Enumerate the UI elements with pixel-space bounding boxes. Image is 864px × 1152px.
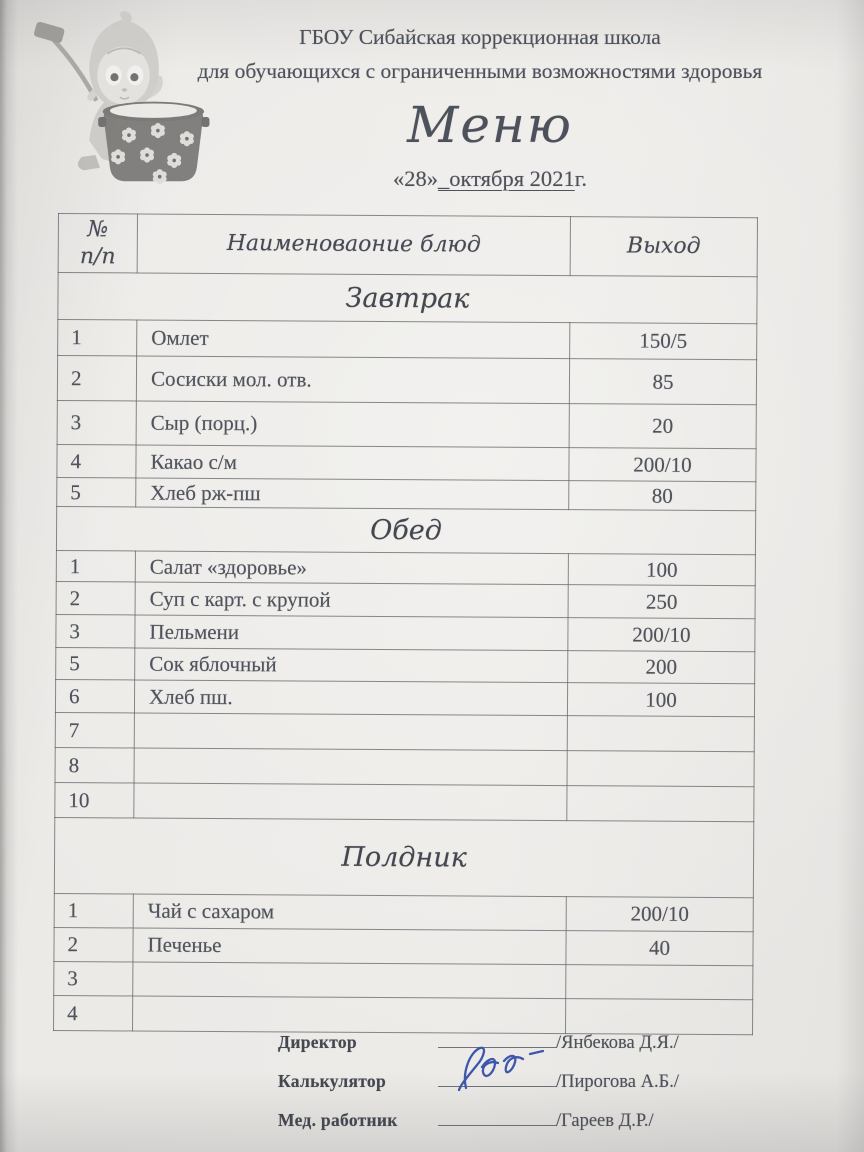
signature-name: /Гареев Д.Р./ <box>556 1111 654 1131</box>
cell-number: 3 <box>57 400 136 444</box>
cell-number: 4 <box>54 995 133 1030</box>
cell-output: 200/10 <box>568 618 755 652</box>
signatures-block <box>0 1032 864 1149</box>
cell-dish-name <box>134 713 567 751</box>
section-header-breakfast <box>58 273 757 324</box>
table-row <box>55 679 754 716</box>
cell-output: 40 <box>566 931 753 966</box>
signature-line <box>438 1072 556 1087</box>
cell-number: 2 <box>54 927 133 961</box>
table-row <box>56 581 755 618</box>
cell-output <box>566 965 753 1000</box>
cell-number: 5 <box>56 647 135 679</box>
cell-number: 2 <box>57 356 136 401</box>
handwritten-signature-icon <box>446 1042 550 1094</box>
cell-number: 3 <box>54 961 133 995</box>
signature-name: /Янбекова Д.Я./ <box>556 1033 679 1053</box>
date-month: _октября 20 <box>437 166 553 191</box>
cell-number: 8 <box>55 747 134 782</box>
table-header-row <box>58 214 757 277</box>
cell-dish-name: Хлеб пш. <box>134 680 567 716</box>
table-row <box>56 550 755 585</box>
column-header-number: № п/п <box>58 214 137 273</box>
cell-output: 200 <box>568 651 755 684</box>
cell-output: 100 <box>568 554 755 586</box>
date-suffix: г. <box>574 166 588 191</box>
signature-row-calculator <box>278 1071 864 1110</box>
school-header <box>150 20 810 89</box>
section-header-lunch <box>56 506 755 554</box>
cell-dish-name: Сосиски мол. отв. <box>136 356 569 404</box>
cell-output <box>567 751 754 787</box>
cell-dish-name <box>133 962 566 999</box>
signature-label: Директор <box>278 1032 357 1052</box>
cell-number: 1 <box>58 320 137 356</box>
cell-number: 7 <box>55 712 134 747</box>
cell-dish-name: Хлеб рж-пш <box>136 478 569 510</box>
page-title: Меню <box>407 96 573 154</box>
cell-number: 3 <box>56 614 135 647</box>
title-block <box>120 96 860 192</box>
cell-number: 1 <box>56 550 135 581</box>
table-row <box>54 893 753 931</box>
date-year-tail: 21 <box>552 166 575 191</box>
cell-dish-name: Сок яблочный <box>135 648 568 683</box>
column-header-output: Выход <box>570 217 757 277</box>
shoe-shape <box>78 155 100 170</box>
section-title: Завтрак <box>58 273 757 324</box>
table-row-empty <box>54 961 753 999</box>
school-name-line1: ГБОУ Сибайская коррекционная школа <box>299 25 661 49</box>
table-row-empty <box>54 995 753 1034</box>
table-row-empty <box>55 782 754 821</box>
signature-label: Мед. работник <box>278 1110 398 1130</box>
cell-output <box>567 716 754 752</box>
cell-number: 4 <box>57 444 136 477</box>
cell-number: 5 <box>57 477 136 506</box>
menu-date <box>120 166 860 192</box>
table-row <box>57 444 756 481</box>
menu-table <box>53 213 758 1035</box>
table-row <box>56 647 755 683</box>
cell-number: 6 <box>55 679 134 712</box>
section-title: Обед <box>56 506 755 554</box>
signature-row-director <box>278 1032 864 1071</box>
cell-output <box>567 786 754 822</box>
cell-dish-name <box>134 748 567 786</box>
cell-number: 2 <box>56 581 135 614</box>
table-row <box>58 320 757 360</box>
cell-dish-name <box>133 996 566 1034</box>
cell-output: 80 <box>569 481 756 511</box>
table-row-empty <box>55 712 754 751</box>
signature-label: Калькулятор <box>278 1071 387 1091</box>
section-title: Полдник <box>54 817 753 897</box>
cell-output: 20 <box>569 404 756 449</box>
cell-output: 200/10 <box>569 448 756 482</box>
table-row-empty <box>55 747 754 786</box>
cell-output: 200/10 <box>566 897 753 932</box>
cell-output <box>565 999 752 1035</box>
cell-number: 1 <box>54 893 133 927</box>
cell-dish-name: Чай с сахаром <box>133 894 566 931</box>
cell-output: 100 <box>567 683 754 717</box>
column-header-dish-name: Наименоваоние блюд <box>137 214 570 276</box>
section-header-snack <box>54 817 753 897</box>
table-row <box>57 477 756 510</box>
table-row <box>57 356 756 405</box>
school-name-line2: для обучающихся с ограниченными возможностями здоровья <box>197 59 763 84</box>
cell-output: 150/5 <box>570 323 757 360</box>
signature-line <box>438 1111 556 1126</box>
cell-dish-name: Печенье <box>133 928 566 965</box>
cell-output: 85 <box>569 359 756 405</box>
cell-output: 250 <box>568 585 755 619</box>
cell-dish-name: Сыр (порц.) <box>136 401 569 448</box>
table-row <box>56 614 755 651</box>
signature-row-med-worker <box>278 1110 864 1149</box>
cell-dish-name: Пельмени <box>135 615 568 651</box>
cell-dish-name: Суп с карт. с крупой <box>135 582 568 618</box>
cell-dish-name: Какао с/м <box>136 445 569 481</box>
table-row <box>54 927 753 965</box>
table-row <box>57 400 756 448</box>
cell-number: 10 <box>55 782 134 817</box>
cell-dish-name: Салат «здоровье» <box>135 551 568 585</box>
date-day: «28» <box>392 166 438 191</box>
cell-dish-name <box>134 783 567 821</box>
cell-dish-name: Омлет <box>137 320 570 359</box>
signature-name: /Пирогова А.Б./ <box>556 1072 679 1092</box>
